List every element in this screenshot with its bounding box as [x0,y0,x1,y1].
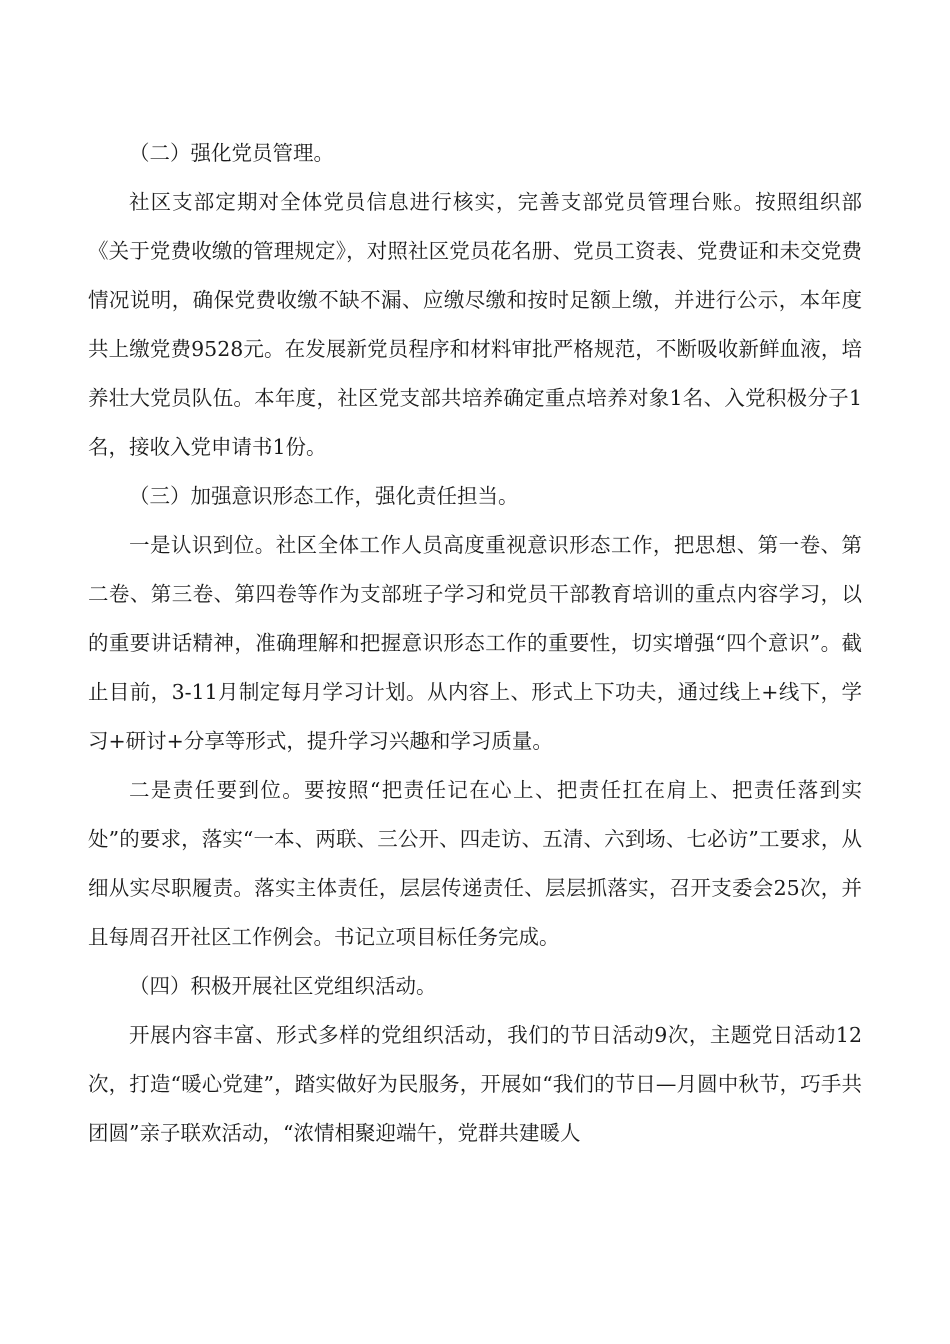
paragraph-awareness: 一是认识到位。社区全体工作人员高度重视意识形态工作，把思想、第一卷、第二卷、第三卷、第四卷等作为支部班子学习和党员干部教育培训的重点内容学习，以的重要讲话精神，准确理解和把握意识形态工作的重要性，切实增强“四个意识”。截止目前，3-11月制定每月学习计划。从内容上、形式上下功夫，通过线上+线下，学习+研讨+分享等形式，提升学习兴趣和学习质量。 [88,533,862,753]
paragraph-responsibility: 二是责任要到位。要按照“把责任记在心上、把责任扛在肩上、把责任落到实处”的要求，落实“一本、两联、三公开、四走访、五清、六到场、七必访”工要求，从细从实尽职履责。落实主体责任，层层传递责任、层层抓落实，召开支委会25次，并且每周召开社区工作例会。书记立项目标任务完成。 [88,778,862,949]
section-heading-2: （二）强化党员管理。 [129,141,334,165]
section-heading-3: （三）加强意识形态工作，强化责任担当。 [129,484,519,508]
document-body [88,129,862,1158]
paragraph-member-management: 社区支部定期对全体党员信息进行核实，完善支部党员管理台账。按照组织部《关于党费收缴的管理规定》，对照社区党员花名册、党员工资表、党费证和未交党费情况说明，确保党费收缴不缺不漏、应缴尽缴和按时足额上缴，并进行公示，本年度共上缴党费9528元。在发展新党员程序和材料审批严格规范，不断吸收新鲜血液，培养壮大党员队伍。本年度，社区党支部共培养确定重点培养对象1名、入党积极分子1名，接收入党申请书1份。 [88,190,862,459]
section-heading-4: （四）积极开展社区党组织活动。 [129,974,437,998]
paragraph-activities: 开展内容丰富、形式多样的党组织活动，我们的节日活动9次，主题党日活动12次，打造“暖心党建”，踏实做好为民服务，开展如“我们的节日—月圆中秋节，巧手共团圆”亲子联欢活动，“浓情相聚迎端午，党群共建暖人 [88,1023,862,1145]
